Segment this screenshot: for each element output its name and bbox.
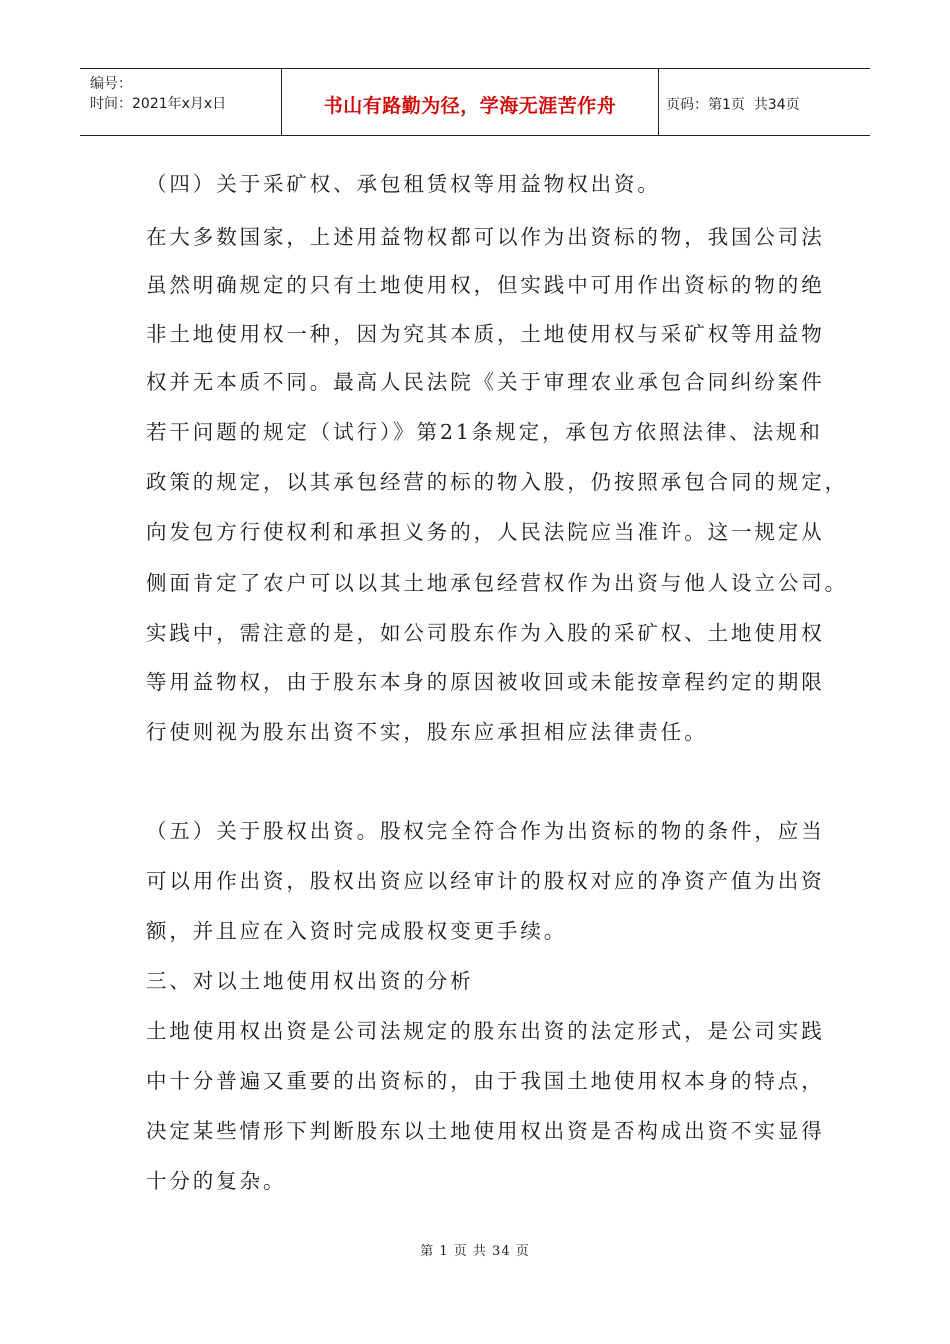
section-heading: 三、对以土地使用权出资的分析 bbox=[146, 969, 474, 993]
body-line: 政策的规定，以其承包经营的标的物入股，仍按照承包合同的规定， bbox=[146, 470, 848, 494]
header-motto: 书山有路勤为径，学海无涯苦作舟 bbox=[281, 69, 659, 135]
page-footer: 第 1 页 共 34 页 bbox=[420, 1244, 530, 1259]
body-line: 若干问题的规定（试行）》第21条规定，承包方依照法律、法规和 bbox=[146, 420, 823, 444]
page-header bbox=[80, 68, 870, 136]
body-line: 虽然明确规定的只有土地使用权，但实践中可用作出资标的物的绝 bbox=[146, 273, 825, 297]
body-line: 等用益物权，由于股东本身的原因被收回或未能按章程约定的期限 bbox=[146, 670, 825, 694]
body-line: 行使则视为股东出资不实，股东应承担相应法律责任。 bbox=[146, 720, 708, 744]
body-line: 在大多数国家，上述用益物权都可以作为出资标的物，我国公司法 bbox=[146, 225, 825, 249]
body-line: 十分的复杂。 bbox=[146, 1169, 287, 1193]
document-number-label: 编号： bbox=[90, 76, 132, 92]
body-line: 决定某些情形下判断股东以土地使用权出资是否构成出资不实显得 bbox=[146, 1119, 825, 1143]
body-line: 中十分普遍又重要的出资标的，由于我国土地使用权本身的特点， bbox=[146, 1069, 825, 1093]
body-line: 非土地使用权一种，因为究其本质，土地使用权与采矿权等用益物 bbox=[146, 322, 825, 346]
body-line: 额，并且应在入资时完成股权变更手续。 bbox=[146, 919, 568, 943]
body-line: 土地使用权出资是公司法规定的股东出资的法定形式，是公司实践 bbox=[146, 1019, 825, 1043]
body-line: 权并无本质不同。最高人民法院《关于审理农业承包合同纠纷案件 bbox=[146, 370, 825, 394]
body-line: 实践中，需注意的是，如公司股东作为入股的采矿权、土地使用权 bbox=[146, 621, 825, 645]
body-line: 侧面肯定了农户可以以其土地承包经营权作为出资与他人设立公司。 bbox=[146, 571, 848, 595]
document-date: 时间：2021年x月x日 bbox=[90, 96, 227, 112]
body-line: 向发包方行使权利和承担义务的，人民法院应当准许。这一规定从 bbox=[146, 520, 825, 544]
header-page-info: 页码：第1页 共34页 bbox=[666, 97, 800, 113]
body-line: 可以用作出资，股权出资应以经审计的股权对应的净资产值为出资 bbox=[146, 869, 825, 893]
header-meta bbox=[80, 69, 281, 135]
body-line: （四）关于采矿权、承包租赁权等用益物权出资。 bbox=[146, 172, 661, 196]
body-line: （五）关于股权出资。股权完全符合作为出资标的物的条件，应当 bbox=[146, 819, 825, 843]
